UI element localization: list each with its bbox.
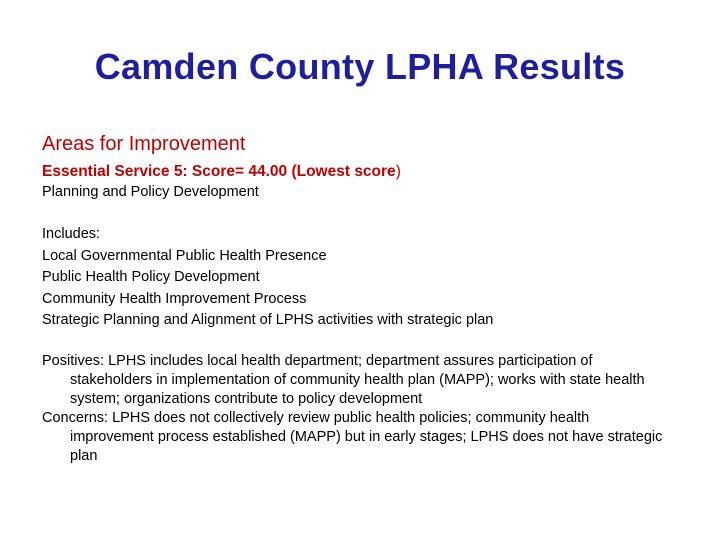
notes-section	[42, 352, 672, 466]
concerns-paragraph: Concerns: LPHS does not collectively review public health policies; community health improvement process established (MAPP) but in early stages; LPHS does not have strategic plan	[42, 409, 663, 464]
includes-heading: Includes:	[42, 226, 101, 242]
includes-item: Strategic Planning and Alignment of LPHS activities with strategic plan	[42, 312, 494, 328]
essential-service-score: Essential Service 5: Score= 44.00 (Lowest score	[42, 163, 396, 180]
includes-item: Local Governmental Public Health Presence	[42, 247, 327, 264]
includes-item: Community Health Improvement Process	[42, 290, 307, 307]
positives-paragraph: Positives: LPHS includes local health department; department assures participation of stakeholders in implementation of community health plan (MAPP); works with state health system; organizations contribute to policy development	[42, 352, 645, 407]
slide-content	[42, 130, 672, 466]
slide-title: Camden County LPHA Results	[94, 46, 626, 87]
essential-service-line	[42, 162, 672, 182]
areas-heading: Areas for Improvement	[42, 133, 246, 155]
includes-item: Public Health Policy Development	[42, 269, 260, 285]
essential-service-score-tail: )	[395, 163, 401, 180]
includes-list	[42, 224, 672, 332]
essential-service-subtitle: Planning and Policy Development	[42, 184, 259, 200]
